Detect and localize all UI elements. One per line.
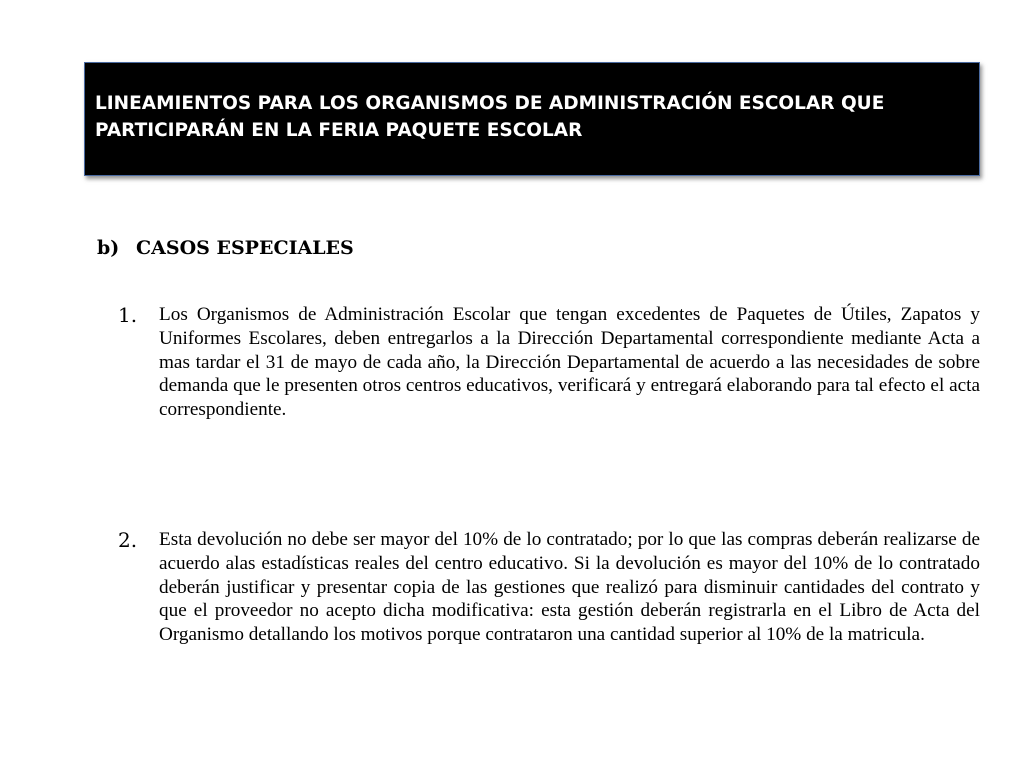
section-heading [97,233,354,263]
list-item-text: Esta devolución no debe ser mayor del 10% de lo contratado; por lo que las compras deberán realizarse de acuerdo alas estadísticas reales del centro educativo. Si la devolución es mayor del 10% de lo contratado deberán justificar y presentar copia de las gestiones que realizó para disminuir cantidades del contrato y que el proveedor no acepto dicha modificativa: esta gestión deberán registrarla en el Libro de Acta del Organismo detallando los motivos porque contrataron una cantidad superior al 10% de la matricula. [159,529,980,646]
list-item-number: 2. [118,528,138,552]
title-banner [84,62,980,176]
section-marker: b) [97,237,120,259]
list-item-number: 1. [118,303,138,327]
section-heading-text: CASOS ESPECIALES [136,237,354,259]
slide-title: LINEAMIENTOS PARA LOS ORGANISMOS DE ADMINISTRACIÓN ESCOLAR QUE PARTICIPARÁN EN LA FERIA PAQUETE ESCOLAR [95,93,885,141]
list-item-text: Los Organismos de Administración Escolar que tengan excedentes de Paquetes de Útiles, Zapatos y Uniformes Escolares, deben entregarlos a la Dirección Departamental correspondiente mediante Acta a mas tardar el 31 de mayo de cada año, la Dirección Departamental de acuerdo a las necesidades de sobre demanda que le presenten otros centros educativos, verificará y entregará elaborando para tal efecto el acta correspondiente. [159,304,980,421]
